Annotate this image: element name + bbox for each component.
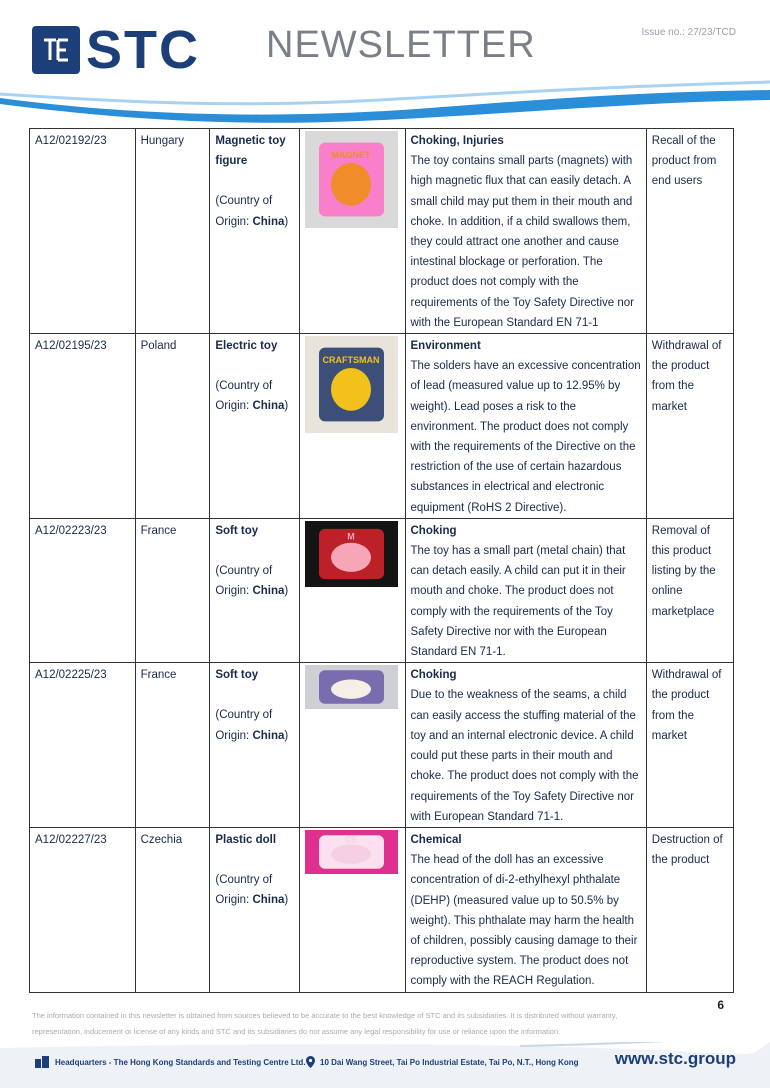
risk-description: Due to the weakness of the seams, a child can easily access the stuffing material of the toy and an internal electronic device. A child could put these parts in their mouth and choke. The product does not comply with the requirements of the Toy Safety Directive nor with European Standard 71-1. [410, 689, 639, 823]
origin-country: China [252, 585, 285, 598]
reference-number: A12/02223/23 [35, 524, 107, 537]
photo-caption: CRAFTSMAN [322, 355, 380, 366]
photo-caption: CE [344, 834, 357, 845]
origin-country: China [252, 729, 285, 742]
location-pin-icon [306, 1056, 315, 1068]
product-cell [210, 334, 299, 519]
reference-number: A12/02192/23 [35, 135, 107, 147]
product-name: Electric toy [215, 340, 278, 353]
product-photo-cell [299, 334, 405, 519]
page-header [0, 0, 770, 125]
measures-taken: Withdrawal of the product from the market [651, 340, 722, 413]
notifying-country: Czechia [140, 833, 183, 846]
newsletter-title: NEWSLETTER [266, 24, 536, 66]
country-of-origin: (Country of Origin: China) [215, 380, 289, 413]
risk-description: The head of the doll has an excessive concentration of di-2-ethylhexyl phthalate (DEHP) (measured value up to 50.5% by weight). This phthalate may harm the health of children, possibly causing damage to their reproductive system. The product does not comply with the REACH Regulation. [410, 854, 638, 988]
reference-cell [30, 334, 136, 519]
notifying-country: France [140, 524, 177, 537]
risk-type: Chemical [410, 833, 462, 846]
notifying-country-cell [135, 334, 210, 519]
measures-taken: Recall of the product from end users [651, 135, 717, 188]
reference-cell [30, 518, 136, 662]
country-of-origin: (Country of Origin: China) [215, 874, 289, 907]
origin-country: China [252, 400, 285, 413]
measures-taken: Withdrawal of the product from the market [651, 669, 722, 742]
product-photo-cell [299, 663, 405, 828]
product-name: Magnetic toy figure [215, 135, 286, 168]
risk-type: Environment [410, 340, 481, 353]
building-icon [34, 1056, 50, 1068]
product-photo-cell [299, 518, 405, 662]
page-number: 6 [717, 998, 724, 1012]
measures-cell [646, 334, 733, 519]
notifying-country: Poland [140, 340, 177, 353]
product-photo [305, 336, 398, 433]
risk-cell [405, 129, 646, 334]
reference-cell [30, 827, 136, 992]
table-row [30, 827, 734, 992]
notifying-country: France [140, 669, 177, 682]
product-name: Soft toy [215, 524, 259, 537]
product-cell [210, 827, 299, 992]
measures-cell [646, 663, 733, 828]
stc-emblem-icon [36, 30, 76, 70]
table-row [30, 663, 734, 828]
notifying-country: Hungary [140, 135, 185, 147]
country-of-origin: (Country of Origin: China) [215, 709, 289, 742]
reference-cell [30, 129, 136, 334]
stc-logo [32, 20, 200, 80]
table-row [30, 129, 734, 334]
photo-caption: M [346, 531, 355, 542]
stc-logo-mark [32, 26, 80, 74]
origin-country: China [252, 894, 285, 907]
stc-logo-text: STC [86, 20, 200, 80]
risk-type: Choking [410, 669, 457, 682]
product-photo-cell [299, 827, 405, 992]
reference-cell [30, 663, 136, 828]
headquarters [34, 1056, 306, 1068]
risk-description: The solders have an excessive concentration of lead (measured value up to 12.95% by weight). Lead poses a risk to the environment. The product does not comply with the requirements of the Directive on the restriction of the use of certain hazardous substances in electrical and electronic equipment (RoHS 2 Directive). [410, 360, 641, 514]
product-photo [305, 521, 398, 587]
product-photo [305, 830, 398, 874]
headquarters-label: Headquarters - The Hong Kong Standards and Testing Centre Ltd. [55, 1057, 306, 1067]
table-row [30, 334, 734, 519]
reference-number: A12/02227/23 [35, 833, 107, 846]
disclaimer: The information contained in this newsletter is obtained from sources believed to be accurate to the best knowledge of STC and its subsidiaries. It is distributed without warranty, representation, inducement or license of any kinds and STC and its subsidiaries do not assume any legal responsibility for use or reliance upon the information. [32, 1011, 618, 1036]
risk-cell [405, 334, 646, 519]
reference-number: A12/02195/23 [35, 340, 107, 353]
origin-country: China [252, 215, 285, 228]
risk-cell [405, 827, 646, 992]
measures-taken: Destruction of the product [651, 833, 723, 867]
product-name: Plastic doll [215, 833, 277, 846]
address [306, 1056, 579, 1068]
recall-table [29, 128, 734, 993]
reference-number: A12/02225/23 [35, 669, 107, 682]
issue-number: Issue no.: 27/23/TCD [641, 27, 736, 38]
risk-type: Choking, Injuries [410, 135, 504, 147]
product-cell [210, 663, 299, 828]
notifying-country-cell [135, 129, 210, 334]
notifying-country-cell [135, 663, 210, 828]
photo-caption: MAGNET [331, 150, 371, 161]
risk-cell [405, 518, 646, 662]
website-link[interactable]: www.stc.group [614, 1049, 736, 1068]
notifying-country-cell [135, 518, 210, 662]
measures-cell [646, 518, 733, 662]
country-of-origin: (Country of Origin: China) [215, 565, 289, 598]
product-photo [305, 131, 398, 228]
product-name: Soft toy [215, 669, 259, 682]
address-label: 10 Dai Wang Street, Tai Po Industrial Estate, Tai Po, N.T., Hong Kong [320, 1057, 579, 1067]
product-cell [210, 518, 299, 662]
table-row [30, 518, 734, 662]
product-photo [305, 665, 398, 709]
notifying-country-cell [135, 827, 210, 992]
product-cell [210, 129, 299, 334]
country-of-origin: (Country of Origin: China) [215, 195, 289, 228]
risk-description: The toy has a small part (metal chain) that can detach easily. A child can put it in their mouth and choke. The product does not comply with the requirements of the Toy Safety Directive nor with the European Standard EN 71-1. [410, 545, 626, 659]
measures-cell [646, 827, 733, 992]
risk-description: The toy contains small parts (magnets) with high magnetic flux that can easily detach. A small child may put them in their mouth and choke. In addition, if a child swallows them, they could attract one another and cause intestinal blockage or perforation. The product does not comply with the requirements of the Toy Safety Directive nor with the European Standard EN 71-1 [410, 155, 635, 329]
risk-cell [405, 663, 646, 828]
measures-cell [646, 129, 733, 334]
risk-type: Choking [410, 524, 457, 537]
header-swoosh [0, 78, 770, 128]
measures-taken: Removal of this product listing by the online marketplace [651, 524, 716, 618]
product-photo-cell [299, 129, 405, 334]
